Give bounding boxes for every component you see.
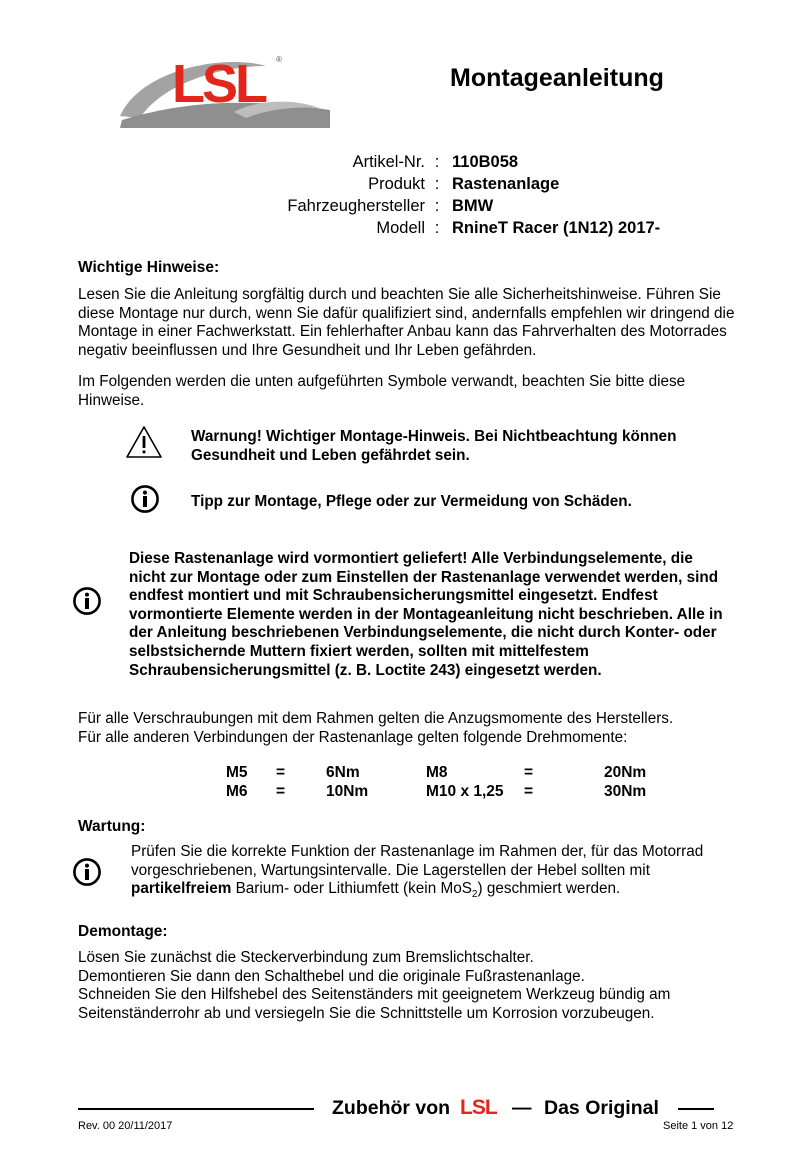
article-row [210, 196, 660, 218]
article-row [210, 152, 660, 174]
torque-size: M8 [426, 763, 448, 781]
torque-value: 30Nm [604, 782, 647, 800]
tip-text: Tipp zur Montage, Pflege oder zur Vermeidung von Schäden. [191, 493, 632, 510]
premounted-note: Diese Rastenanlage wird vormontiert geliefert! Alle Verbindungselemente, die nicht zur Montage oder zum Einstellen der Rastenanlage verwendet werden, sind endfest montiert und mit Schraubensicherungsmittel eingesetzt. Endfest vormontierte Elemente werden in der Montageanleitung nicht beschrieben. Alle in der Anleitung beschriebenen Verbindungselemente, die nicht durch Konter- oder selbstsichernde Muttern fixiert werden, sollten mit mittelfestem Schraubensicherungsmittel (z. B. Loctite 243) eingesetzt werden. [129, 550, 723, 679]
info-icon [72, 586, 102, 616]
article-row [210, 174, 660, 196]
maintenance-text-sub: 2 [471, 889, 478, 901]
maintenance-text-a: Prüfen Sie die korrekte Funktion der Rastenanlage im Rahmen der, für das Motorrad vorgeschriebenen, Wartungsintervalle. Die Lagerstellen der Hebel sollten mit [131, 843, 704, 879]
torque-size: M5 [226, 763, 248, 781]
info-icon [72, 857, 102, 887]
maintenance-heading: Wartung: [78, 818, 146, 835]
dismount-heading: Demontage: [78, 923, 168, 940]
torque-equals: = [524, 782, 534, 800]
article-label: Produkt [368, 175, 425, 193]
footer-logo-text: LSL [460, 1096, 497, 1118]
article-value: RnineT Racer (1N12) 2017- [452, 219, 661, 237]
svg-text:®: ® [276, 55, 282, 64]
torque-line-2: Für alle anderen Verbindungen der Rastenanlage gelten folgende Drehmomente: [78, 729, 628, 746]
footer-dash: — [512, 1097, 532, 1119]
article-value: BMW [452, 197, 494, 215]
article-sep: : [434, 219, 440, 237]
torque-value: 10Nm [326, 782, 369, 800]
torque-size: M6 [226, 782, 248, 800]
article-value: 110B058 [452, 153, 519, 171]
torque-table [226, 763, 646, 801]
article-sep: : [434, 197, 440, 215]
footer-revision: Rev. 00 20/11/2017 [78, 1120, 173, 1132]
warning-text: Warnung! Wichtiger Montage-Hinweis. Bei Nichtbeachtung können Gesundheit und Leben gefährdet sein. [191, 428, 677, 464]
dismount-line-2: Demontieren Sie dann den Schalthebel und die originale Fußrastenanlage. [78, 968, 585, 985]
footer-page-number: Seite 1 von 12 [663, 1120, 734, 1132]
footer-rule-left [78, 1108, 314, 1110]
footer-logo [460, 1096, 500, 1118]
info-icon [130, 484, 160, 514]
footer-tagline-b: Das Original [544, 1097, 659, 1119]
symbols-paragraph: Im Folgenden werden die unten aufgeführten Symbole verwandt, beachten Sie bitte diese Hinweise. [78, 373, 686, 409]
article-sep: : [434, 153, 440, 171]
footer-tagline-a: Zubehör von [332, 1097, 451, 1119]
dismount-line-1: Lösen Sie zunächst die Steckerverbindung zum Bremslichtschalter. [78, 949, 534, 966]
torque-row [226, 763, 646, 782]
dismount-line-3: Schneiden Sie den Hilfshebel des Seitenständers mit geeignetem Werkzeug bündig am Seitenständerrohr ab und versiegeln Sie die Schnittstelle um Korrosion vorzubeugen. [78, 986, 671, 1022]
footer-rule-right [678, 1108, 714, 1110]
torque-row [226, 782, 646, 801]
maintenance-text [131, 843, 731, 905]
article-row [210, 218, 660, 240]
torque-line-1: Für alle Verschraubungen mit dem Rahmen gelten die Anzugsmomente des Herstellers. [78, 710, 674, 727]
torque-equals: = [524, 763, 534, 781]
notes-paragraph: Lesen Sie die Anleitung sorgfältig durch und beachten Sie alle Sicherheitshinweise. Führen Sie diese Montage nur durch, wenn Sie dafür qualifiziert sind, andernfalls empfehlen wir dringend die Montage in einer Fachwerkstatt. Ein fehlerhafter Anbau kann das Fahrverhalten des Motorrades negativ beeinflussen und Ihre Gesundheit und Ihr Leben gefährden. [78, 286, 735, 359]
torque-size: M10 x 1,25 [426, 782, 504, 800]
article-sep: : [434, 175, 440, 193]
warning-icon [124, 424, 164, 460]
page-title: Montageanleitung [450, 64, 664, 92]
torque-equals: = [276, 782, 286, 800]
maintenance-text-b: Barium- oder Lithiumfett (kein MoS [235, 880, 472, 898]
maintenance-text-bold: partikelfreiem [131, 880, 232, 898]
torque-equals: = [276, 763, 286, 781]
article-label: Modell [376, 219, 425, 237]
maintenance-text-c: ) geschmiert werden. [477, 880, 621, 898]
notes-heading: Wichtige Hinweise: [78, 259, 220, 276]
article-label: Fahrzeughersteller [287, 197, 425, 215]
torque-value: 20Nm [604, 763, 647, 781]
article-value: Rastenanlage [452, 175, 560, 193]
torque-value: 6Nm [326, 763, 360, 781]
logo-text: LSL [172, 54, 265, 114]
article-info-table [210, 152, 660, 240]
article-label: Artikel-Nr. [352, 153, 425, 171]
brand-logo [116, 42, 330, 128]
